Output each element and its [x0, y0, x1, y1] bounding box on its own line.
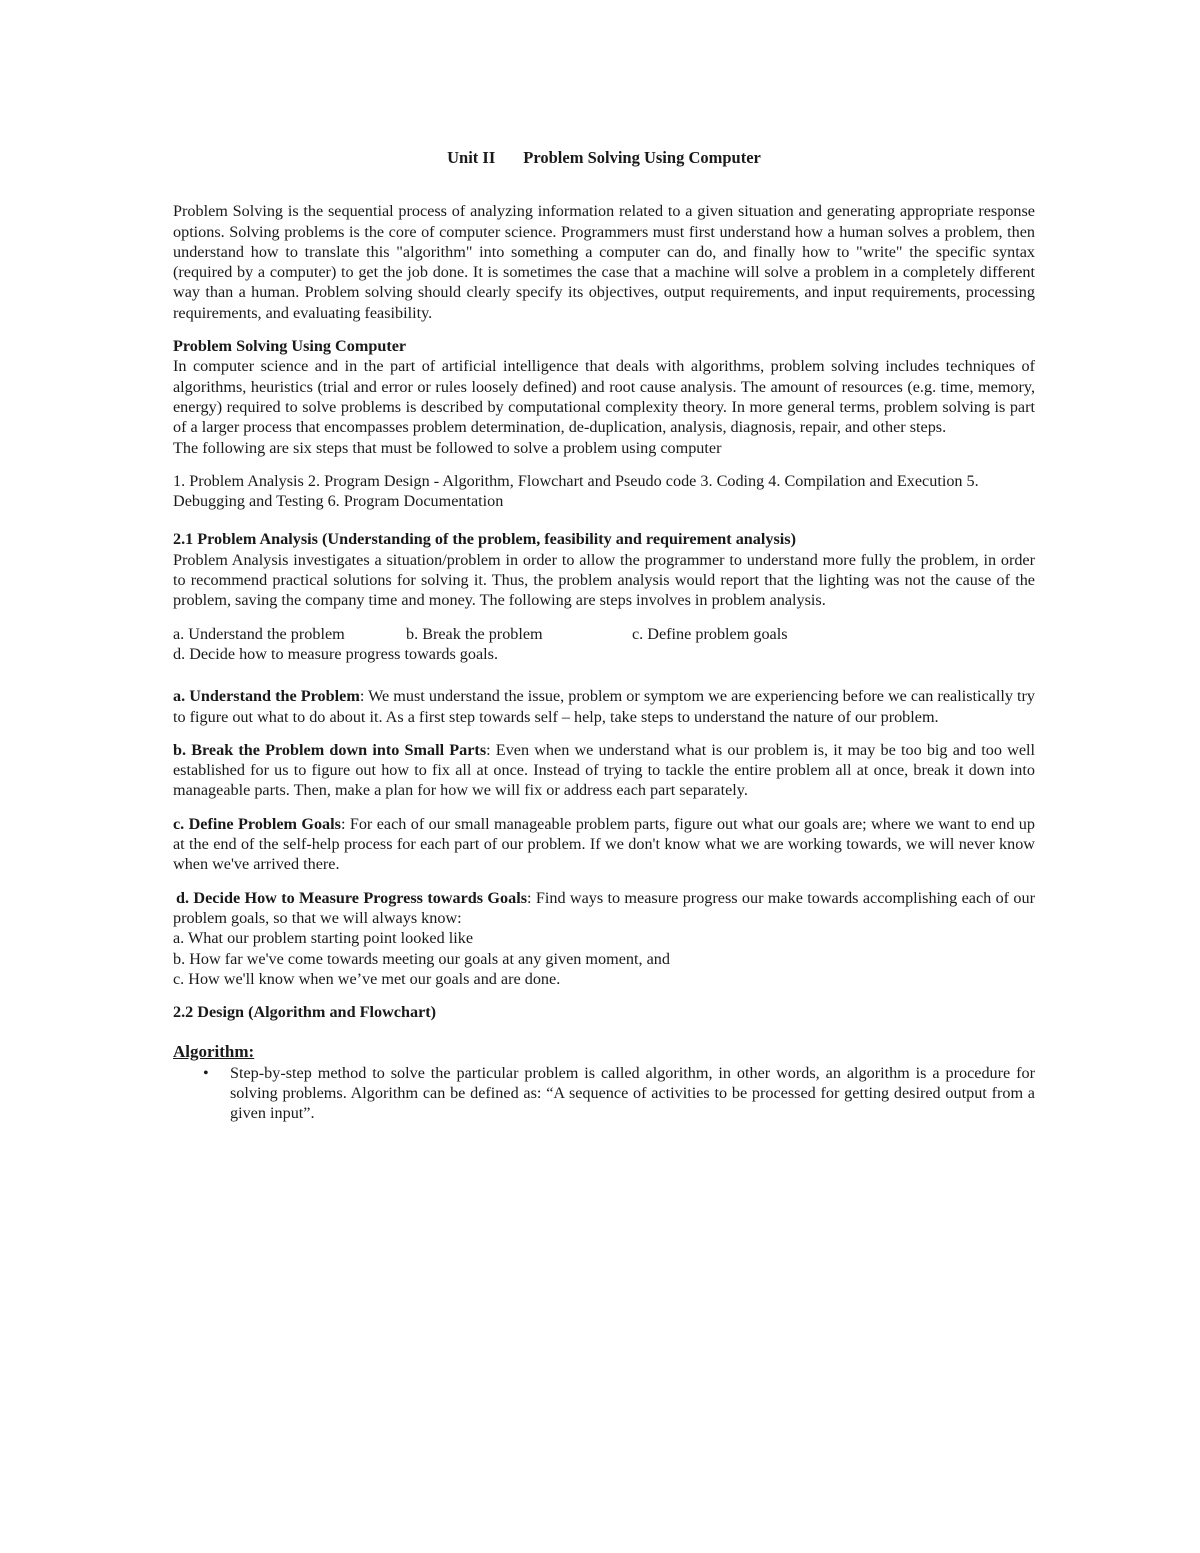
- unit-label: Unit II: [447, 148, 496, 167]
- section-heading-2-1: 2.1 Problem Analysis (Understanding of the problem, feasibility and requirement analysis): [173, 530, 796, 549]
- detail-c-text: : For each of our small manageable problem parts, figure out what our goals are; where we want to end up at the end of the self-help process for each part of our problem. If we don't know what we are working towards, we will never know when we've arrived there.: [173, 814, 1035, 874]
- detail-d-text: : Find ways to measure progress our make towards accomplishing each of our problem goals, so that we will always know:: [173, 888, 1035, 927]
- detail-b-paragraph: [173, 740, 1035, 801]
- detail-d-lead: d. Decide How to Measure Progress towards Goals: [176, 888, 527, 907]
- algorithm-list: [173, 1063, 1035, 1124]
- detail-d-list: [173, 928, 1035, 989]
- goal-a: a. Understand the problem: [173, 624, 345, 643]
- algorithm-definition: Step-by-step method to solve the particular problem is called algorithm, in other words, an algorithm is a procedure for solving problems. Algorithm can be defined as: “A sequence of activities to be processed for getting desired output from a given input”.: [230, 1063, 1035, 1123]
- algorithm-heading: Algorithm:: [173, 1042, 255, 1062]
- list-item: a. What our problem starting point looked like: [173, 929, 474, 948]
- detail-b-text: : Even when we understand what is our problem is, it may be too big and too well established for us to figure out how to fix all at once. Instead of trying to tackle the entire problem all at once, break it down into manageable parts. Then, make a plan for how we will fix or address each part separately.: [173, 740, 1035, 800]
- list-item: c. How we'll know when we’ve met our goals and are done.: [173, 969, 561, 988]
- steps-list: 1. Problem Analysis 2. Program Design - Algorithm, Flowchart and Pseudo code 3. Coding 4. Compilation and Execution 5. Debugging and Testing 6. Program Documentation: [173, 471, 979, 511]
- detail-a-lead: a. Understand the Problem: [173, 687, 360, 706]
- goal-c: c. Define problem goals: [632, 624, 788, 643]
- section1-paragraph: In computer science and in the part of artificial intelligence that deals with algorithms, problem solving includes techniques of algorithms, heuristics (trial and error or rules loosely defined) and root cause analysis. The amount of resources (e.g. time, memory, energy) required to solve problems is described by computational complexity theory. In more general terms, problem solving is part of a larger process that encompasses problem determination, de-duplication, analysis, diagnosis, repair, and other steps.: [173, 357, 1035, 437]
- steps-intro: The following are six steps that must be followed to solve a problem using computer: [173, 438, 722, 457]
- detail-a-paragraph: [173, 686, 1035, 727]
- detail-d-paragraph: [173, 888, 1035, 929]
- section-heading-2-2: 2.2 Design (Algorithm and Flowchart): [173, 1003, 437, 1022]
- page-title: [173, 148, 1035, 168]
- section-heading-problem-solving: Problem Solving Using Computer: [173, 337, 407, 356]
- goal-b: b. Break the problem: [406, 624, 543, 643]
- document-page: [173, 148, 1035, 1124]
- detail-a-text: : We must understand the issue, problem or symptom we are experiencing before we can realistically try to figure out what to do about it. As a first step towards self – help, take steps to understand the nature of our problem.: [173, 687, 1035, 726]
- detail-c-paragraph: [173, 814, 1035, 875]
- goal-d: d. Decide how to measure progress towards goals.: [173, 644, 499, 663]
- title-text: Problem Solving Using Computer: [523, 148, 761, 167]
- intro-paragraph: Problem Solving is the sequential process of analyzing information related to a given situation and generating appropriate response options. Solving problems is the core of computer science. Programmers must first understand how a human solves a problem, then understand how to translate this "algorithm" into something a computer can do, and finally how to "write" the specific syntax (required by a computer) to get the job done. It is sometimes the case that a machine will solve a problem in a completely different way than a human. Problem solving should clearly specify its objectives, output requirements, and input requirements, processing requirements, and evaluating feasibility.: [173, 202, 1035, 322]
- goals-row: [173, 624, 1035, 644]
- detail-c-lead: c. Define Problem Goals: [173, 814, 341, 833]
- bullet-icon: •: [203, 1063, 209, 1082]
- list-item: b. How far we've come towards meeting our goals at any given moment, and: [173, 949, 670, 968]
- section21-paragraph: Problem Analysis investigates a situation/problem in order to allow the programmer to understand more fully the problem, in order to recommend practical solutions for solving it. Thus, the problem analysis would report that the lighting was not the cause of the problem, saving the company time and money. The following are steps involves in problem analysis.: [173, 550, 1035, 610]
- detail-b-lead: b. Break the Problem down into Small Parts: [173, 740, 487, 759]
- list-item: [173, 1063, 1035, 1124]
